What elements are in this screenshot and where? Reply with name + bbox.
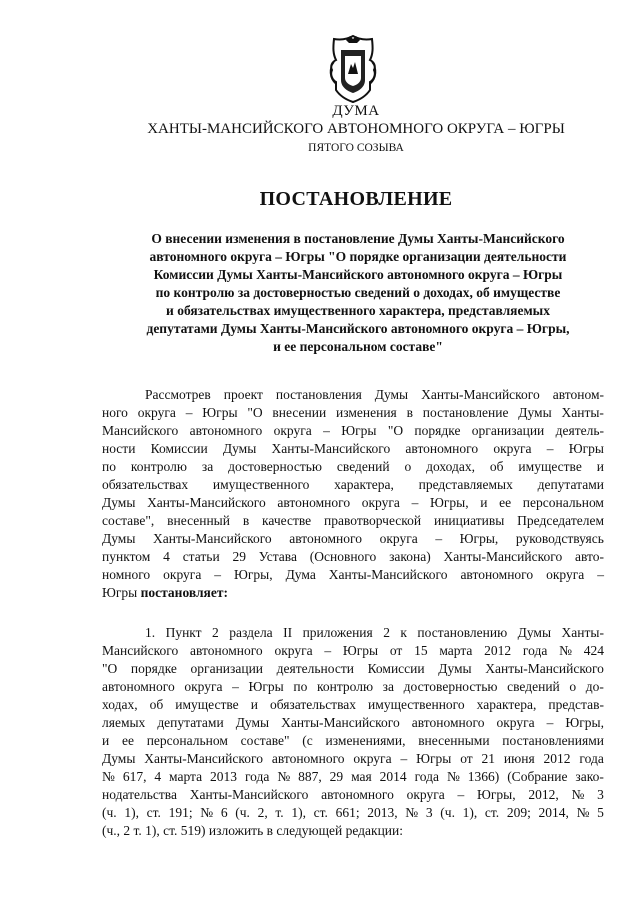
word: 887, (298, 769, 322, 784)
word: автономного (277, 495, 351, 510)
word: мая (351, 769, 372, 784)
word: 1. (145, 625, 156, 640)
word: года (522, 643, 548, 658)
word: имуществе (175, 697, 239, 712)
word: автономного (411, 715, 485, 730)
word: 424 (583, 643, 604, 658)
word: инициативы (433, 513, 505, 528)
word: – (457, 787, 465, 802)
word: в (242, 513, 250, 528)
text-line (102, 714, 604, 732)
word: № (405, 805, 419, 820)
word: Югры, (429, 495, 469, 510)
subject-line: и обязательствах имущественного характера, представляемых (166, 303, 550, 318)
word: о (569, 679, 577, 694)
word: 1366) (467, 769, 500, 784)
word: сведений (336, 459, 390, 474)
word: персональном (146, 733, 228, 748)
word: внесенный (167, 513, 230, 528)
word: ляемых (102, 715, 146, 730)
word: "О (247, 405, 263, 420)
text-line: (ч., 2 т. 1), ст. 519) изложить в следующей редакции: (102, 823, 403, 838)
word: автономного (460, 567, 534, 582)
word: об (149, 697, 164, 712)
word: – (546, 715, 554, 730)
word: автономного (289, 531, 362, 546)
word: Думы (517, 625, 552, 640)
text-line (102, 476, 604, 494)
word: имуществе (518, 459, 582, 474)
word: достоверностью (228, 459, 322, 474)
word: за (382, 679, 394, 694)
word: – (546, 441, 554, 456)
word: депутатами (157, 715, 224, 730)
word: Югры (416, 751, 452, 766)
word: Дума (285, 567, 316, 582)
word: 617, (122, 769, 147, 784)
word: ходах, (102, 697, 138, 712)
word: округа (406, 787, 445, 802)
word: ного (102, 405, 128, 420)
text-line (102, 440, 604, 458)
word: порядке (130, 661, 177, 676)
word: – (185, 405, 193, 420)
word: автономного (271, 751, 345, 766)
word: Ханты- (561, 405, 604, 420)
convocation-label: ПЯТОГО СОЗЫВА (308, 142, 404, 154)
word: по (102, 459, 116, 474)
word: проект (223, 387, 263, 402)
word: (ч. (440, 805, 455, 820)
word: Ханты-Мансийского (271, 441, 391, 456)
duma-title: ДУМА (332, 103, 380, 119)
word: зако- (575, 769, 604, 784)
word: (с (302, 733, 313, 748)
word: марта (439, 643, 473, 658)
word: Ханты- (561, 625, 604, 640)
word: ст. (146, 805, 161, 820)
word: 15 (414, 643, 428, 658)
word: постановлению (417, 625, 508, 640)
word: раздела (229, 625, 273, 640)
text-line (102, 458, 604, 476)
subject-line: и ее персональном составе" (273, 339, 443, 354)
coat-of-arms-icon (324, 34, 382, 104)
word: Думы (102, 751, 136, 766)
word: деятель- (555, 423, 604, 438)
word: Комиссии (150, 441, 208, 456)
word: 209; (506, 805, 531, 820)
word: имущественного (212, 477, 310, 492)
word: Ханты-Мансийского (485, 661, 604, 676)
word: 3 (597, 787, 604, 802)
word: Председателем (517, 513, 604, 528)
word: за (201, 459, 214, 474)
preamble-last-line: Югры (102, 585, 138, 600)
text-line (102, 624, 604, 642)
text-line (102, 732, 604, 750)
word: Думы (102, 531, 136, 546)
word: – (597, 567, 604, 582)
word: Мансийского (102, 423, 179, 438)
word: автономного (189, 423, 263, 438)
word: 2, (257, 805, 268, 820)
word: нодательства (102, 787, 177, 802)
text-line (102, 660, 604, 678)
word: Рассмотрев (145, 387, 211, 402)
word: 6 (220, 805, 228, 820)
word: (Собрание (507, 769, 568, 784)
word: т. (275, 805, 284, 820)
word: до- (585, 679, 604, 694)
word: деятельности (276, 661, 354, 676)
word: округа (184, 679, 223, 694)
word: персональном (522, 495, 604, 510)
word: Думы (518, 405, 552, 420)
word: Югры, (565, 715, 604, 730)
word: 5 (597, 805, 604, 820)
word: округа (274, 643, 313, 658)
word: 2012 (484, 643, 512, 658)
subject-line: Комиссии Думы Ханты-Мансийского автономного округа – Югры (153, 267, 563, 282)
subject-line: О внесении изменения в постановление Думы Ханты-Мансийского (151, 231, 565, 246)
word: марта (169, 769, 203, 784)
word: ее (121, 733, 134, 748)
word: (ч. (235, 805, 250, 820)
word: округа (273, 423, 312, 438)
word: округа (361, 495, 400, 510)
word: Югры (248, 679, 284, 694)
word: пунктом (102, 549, 151, 564)
word: постановление (422, 405, 509, 420)
word: округа (496, 715, 535, 730)
document-type-heading: ПОСТАНОВЛЕНИЕ (259, 188, 453, 210)
text-line (102, 750, 604, 768)
word: постановлениями (502, 733, 604, 748)
word: автоном- (552, 387, 604, 402)
word: 191; (168, 805, 193, 820)
word: Устава (258, 549, 297, 564)
text-line (102, 804, 604, 822)
subject-line: автономного округа – Югры "О порядке организации деятельности (149, 249, 567, 264)
word: 21 (481, 751, 496, 766)
word: года (244, 769, 270, 784)
word: 1), (291, 805, 306, 820)
word: качестве (262, 513, 312, 528)
word: Югры, (459, 531, 499, 546)
preamble-paragraph (102, 386, 604, 602)
text-line (102, 678, 604, 696)
word: приложения (302, 625, 373, 640)
word: года (579, 751, 604, 766)
word: 1), (462, 805, 478, 820)
word: II (283, 625, 293, 640)
word: Ханты-Мансийского (421, 387, 540, 402)
word: Пункт (165, 625, 202, 640)
word: изменениями, (325, 733, 406, 748)
word: 29 (232, 549, 246, 564)
text-line (102, 422, 604, 440)
word: Ханты-Мансийского (328, 567, 448, 582)
word: – (323, 423, 330, 438)
resolves-keyword: постановляет: (140, 585, 228, 600)
word: Ханты-Мансийского (153, 531, 272, 546)
word: 661; (335, 805, 360, 820)
word: 29 (329, 769, 344, 784)
word: июня (503, 751, 535, 766)
word: руководствуясь (515, 531, 604, 546)
text-line (102, 566, 604, 584)
text-line (102, 386, 604, 404)
word: автономного (405, 441, 479, 456)
word: "О (102, 661, 118, 676)
text-line (102, 494, 604, 512)
word: от (460, 751, 473, 766)
text-line (102, 404, 604, 422)
word: порядке (414, 423, 461, 438)
word: № (446, 769, 460, 784)
word: Думы (374, 387, 409, 402)
word: 3 (425, 805, 433, 820)
word: Югры (341, 423, 377, 438)
word: ст. (313, 805, 328, 820)
item-1-paragraph (102, 624, 604, 840)
text-line (102, 530, 604, 548)
word: об (489, 459, 504, 474)
word: от (389, 643, 403, 658)
word: – (232, 679, 239, 694)
word: характера, (334, 477, 394, 492)
word: ее (499, 495, 512, 510)
word: Ханты-Мансийского (144, 751, 263, 766)
word: сведений (507, 679, 560, 694)
word: 2013, (367, 805, 398, 820)
word: депутатами (537, 477, 604, 492)
word: – (435, 531, 443, 546)
text-line (102, 768, 604, 786)
word: округа (493, 441, 532, 456)
word: Ханты-Мансийского (281, 715, 400, 730)
word: организации (471, 423, 545, 438)
word: автономного (321, 787, 394, 802)
word: Югры, (234, 567, 273, 582)
word: № (102, 769, 115, 784)
word: обязательствах (102, 477, 189, 492)
document-subject (110, 230, 606, 356)
word: 2014, (538, 805, 569, 820)
word: 2012 (543, 751, 571, 766)
word: 4 (154, 769, 162, 784)
word: 2 (212, 625, 219, 640)
word: изменения (335, 405, 397, 420)
word: (Основного (309, 549, 377, 564)
word: и (596, 459, 604, 474)
word: № (200, 805, 214, 820)
word: представляемых (418, 477, 513, 492)
text-line (102, 512, 604, 530)
word: № (571, 787, 585, 802)
word: Югры (202, 405, 238, 420)
word: № (277, 769, 291, 784)
word: Ханты-Мансийского (443, 549, 563, 564)
word: 2012, (528, 787, 559, 802)
word: автономного (189, 643, 263, 658)
word: "О (387, 423, 404, 438)
word: 2014 (379, 769, 407, 784)
word: номного (102, 567, 151, 582)
word: ности (102, 441, 136, 456)
word: достоверностью (403, 679, 498, 694)
word: организации (190, 661, 264, 676)
word: представ- (548, 697, 604, 712)
subject-line: по контролю за достоверностью сведений о доходах, об имуществе (155, 285, 561, 300)
word: Думы (222, 441, 257, 456)
word: составе" (240, 733, 290, 748)
word: к (400, 625, 407, 640)
word: закона) (389, 549, 431, 564)
word: и (480, 495, 488, 510)
word: округа (546, 567, 585, 582)
word: Ханты-Мансийского (189, 787, 309, 802)
word: контролю (130, 459, 187, 474)
word: авто- (575, 549, 604, 564)
word: № (559, 643, 572, 658)
word: внесении (272, 405, 327, 420)
word: округа (353, 751, 392, 766)
word: Югры (568, 441, 604, 456)
word: обязательствах (269, 697, 357, 712)
word: статьи (182, 549, 220, 564)
word: (ч. (102, 805, 117, 820)
word: 2 (383, 625, 390, 640)
word: округа (163, 567, 202, 582)
word: 1), (124, 805, 139, 820)
word: 4 (163, 549, 170, 564)
word: № (576, 805, 590, 820)
word: – (214, 567, 222, 582)
word: округа (137, 405, 176, 420)
word: и (102, 733, 110, 748)
word: и (250, 697, 258, 712)
word: характера, (476, 697, 537, 712)
subject-line: депутатами Думы Ханты-Мансийского автономного округа – Югры, (146, 321, 570, 336)
word: контролю (316, 679, 374, 694)
word: – (400, 751, 408, 766)
okrug-title: ХАНТЫ-МАНСИЙСКОГО АВТОНОМНОГО ОКРУГА – ЮГРЫ (147, 121, 565, 137)
word: Комиссии (367, 661, 425, 676)
word: 2013 (210, 769, 238, 784)
word: автономного (102, 679, 175, 694)
text-line (102, 696, 604, 714)
word: правотворческой (324, 513, 422, 528)
word: составе", (102, 513, 155, 528)
word: Ханты-Мансийского (147, 495, 266, 510)
word: в (406, 405, 413, 420)
word: Думы (235, 715, 270, 730)
word: округа (379, 531, 418, 546)
word: Думы (102, 495, 136, 510)
word: Мансийского (102, 643, 179, 658)
word: доходах, (426, 459, 475, 474)
word: имущественного (368, 697, 465, 712)
word: Думы (438, 661, 472, 676)
word: года (414, 769, 440, 784)
text-line (102, 786, 604, 804)
word: Югры (342, 643, 379, 658)
word: ст. (484, 805, 500, 820)
word: постановления (275, 387, 362, 402)
word: Югры, (477, 787, 516, 802)
word: – (324, 643, 332, 658)
text-line (102, 642, 604, 660)
word: о (404, 459, 412, 474)
word: по (293, 679, 308, 694)
word: – (411, 495, 419, 510)
text-line (102, 548, 604, 566)
text-line (102, 584, 604, 602)
word: внесенными (418, 733, 490, 748)
